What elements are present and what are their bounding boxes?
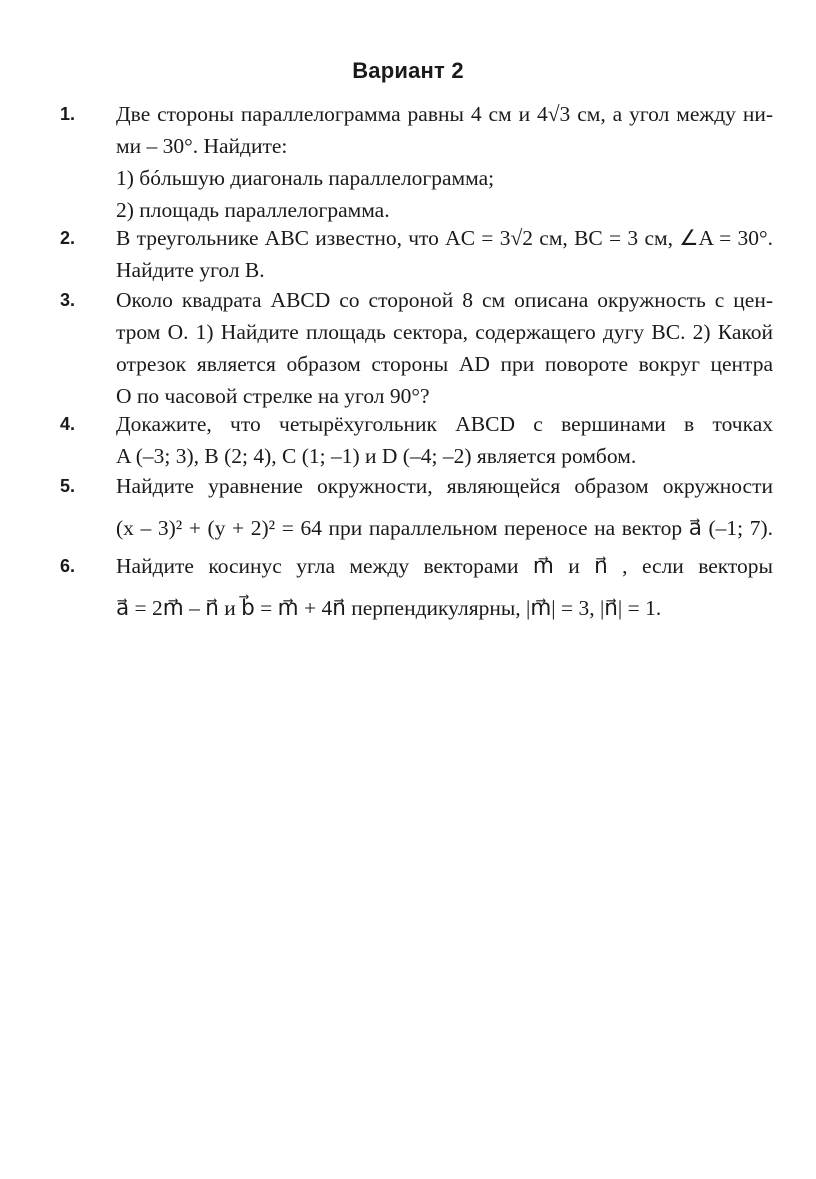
problem-line: 2) площадь параллелограмма. — [116, 198, 390, 222]
problem-number: 5. — [60, 476, 76, 496]
problem-line: O по часовой стрелке на угол 90°? — [116, 384, 430, 408]
problem-number: 4. — [60, 414, 76, 434]
problem-line: A (–3; 3), B (2; 4), C (1; –1) и D (–4; –2) является ромбом. — [116, 444, 637, 468]
problem-text — [116, 98, 773, 226]
problem-line: 1) бóльшую диагональ параллелограмма; — [116, 166, 495, 190]
problem-line: Найдите уравнение окружности, являющейся образом окружности — [116, 474, 773, 498]
problem-text — [116, 408, 773, 472]
problem-line: отрезок является образом стороны AD при повороте вокруг центра — [116, 352, 773, 376]
problem-number: 6. — [60, 556, 76, 576]
problem-text — [116, 284, 773, 412]
problem-number: 2. — [60, 228, 76, 248]
problem-text — [116, 550, 773, 624]
problem-line: Докажите, что четырёхугольник ABCD с вершинами в точках — [116, 412, 773, 436]
problem-number: 3. — [60, 290, 76, 310]
problem-number: 1. — [60, 104, 76, 124]
problem-line: (x – 3)² + (y + 2)² = 64 при параллельном переносе на вектор a⃗ (–1; 7). — [116, 516, 773, 540]
problem-line: ми – 30°. Найдите: — [116, 134, 288, 158]
problem-line: тром O. 1) Найдите площадь сектора, содержащего дугу BC. 2) Какой — [116, 320, 773, 344]
problem-line: Найдите косинус угла между векторами m⃗ и n⃗ , если векторы — [116, 554, 773, 578]
problem-line: Найдите угол B. — [116, 258, 265, 282]
problem-text — [116, 470, 773, 544]
problem-line: a⃗ = 2m⃗ – n⃗ и b⃗ = m⃗ + 4n⃗ перпендикулярны, |m⃗| = 3, |n⃗| = 1. — [116, 596, 662, 620]
problem-text — [116, 222, 773, 286]
problem-line: Две стороны параллелограмма равны 4 см и 4√3 см, а угол между ни- — [116, 102, 773, 126]
variant-title: Вариант 2 — [352, 58, 464, 83]
problem-line: Около квадрата ABCD со стороной 8 см описана окружность с цен- — [116, 288, 773, 312]
problem-line: В треугольнике ABC известно, что AC = 3√2 см, BC = 3 см, ∠A = 30°. — [116, 226, 773, 250]
